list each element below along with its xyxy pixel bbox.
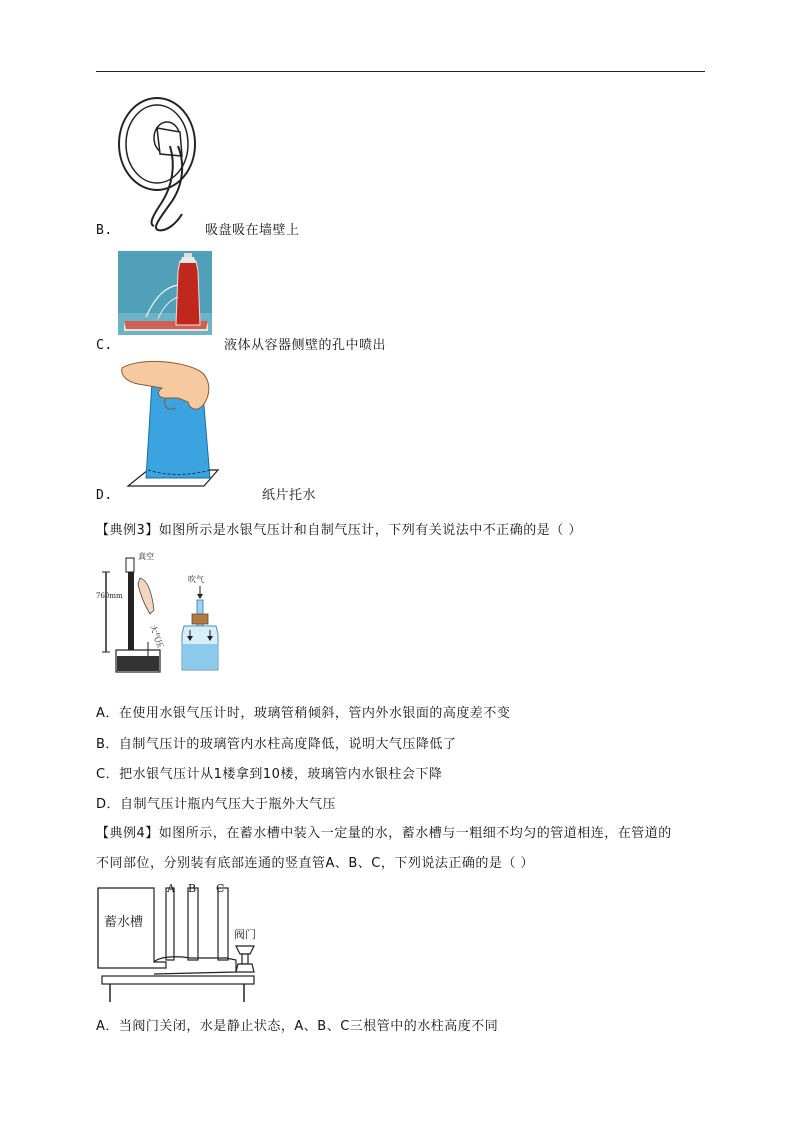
label-b: B (188, 882, 197, 895)
label-760mm: 760mm (96, 592, 123, 600)
example4-choice-a: A．当阀门关闭，水是静止状态，A、B、C三根管中的水柱高度不同 (96, 1019, 499, 1034)
label-c: C (216, 882, 225, 895)
option-d-letter: D. (96, 488, 113, 503)
option-c-letter: C. (96, 338, 113, 353)
example3-choice-c: C．把水银气压计从1楼拿到10楼，玻璃管内水银柱会下降 (96, 767, 443, 782)
paper-holds-water-image (118, 358, 230, 494)
example3-question: 【典例3】如图所示是水银气压计和自制气压计，下列有关说法中不正确的是（ ） (96, 523, 582, 538)
label-a: A (167, 882, 175, 895)
water-tank-figure (94, 880, 262, 1006)
example3-choice-b: B．自制气压计的玻璃管内水柱高度降低，说明大气压降低了 (96, 737, 457, 752)
label-vacuum: 真空 (138, 552, 154, 561)
option-c-text: 液体从容器侧壁的孔中喷出 (224, 338, 387, 353)
example4-question-line2: 不同部位，分别装有底部连通的竖直管A、B、C，下列说法正确的是（ ） (96, 856, 535, 871)
barometer-figure (96, 550, 246, 674)
option-d-text: 纸片托水 (262, 488, 317, 503)
label-blow: 吹气 (188, 575, 204, 584)
example3-choice-d: D．自制气压计瓶内气压大于瓶外大气压 (96, 797, 337, 812)
header-rule (96, 71, 705, 72)
suction-cup-hook-image (112, 96, 208, 232)
example4-question-line1: 【典例4】如图所示，在蓄水槽中装入一定量的水，蓄水槽与一粗细不均匀的管道相连，在管道的 (96, 826, 672, 841)
label-tank: 蓄水槽 (104, 915, 144, 930)
option-b-letter: B. (96, 223, 113, 238)
label-atm: 大气压 (148, 623, 165, 650)
example3-choice-a: A．在使用水银气压计时，玻璃管稍倾斜，管内外水银面的高度差不变 (96, 706, 511, 721)
option-b-text: 吸盘吸在墙壁上 (205, 223, 300, 238)
label-valve: 阀门 (234, 928, 256, 941)
bottle-spout-photo (118, 251, 212, 335)
